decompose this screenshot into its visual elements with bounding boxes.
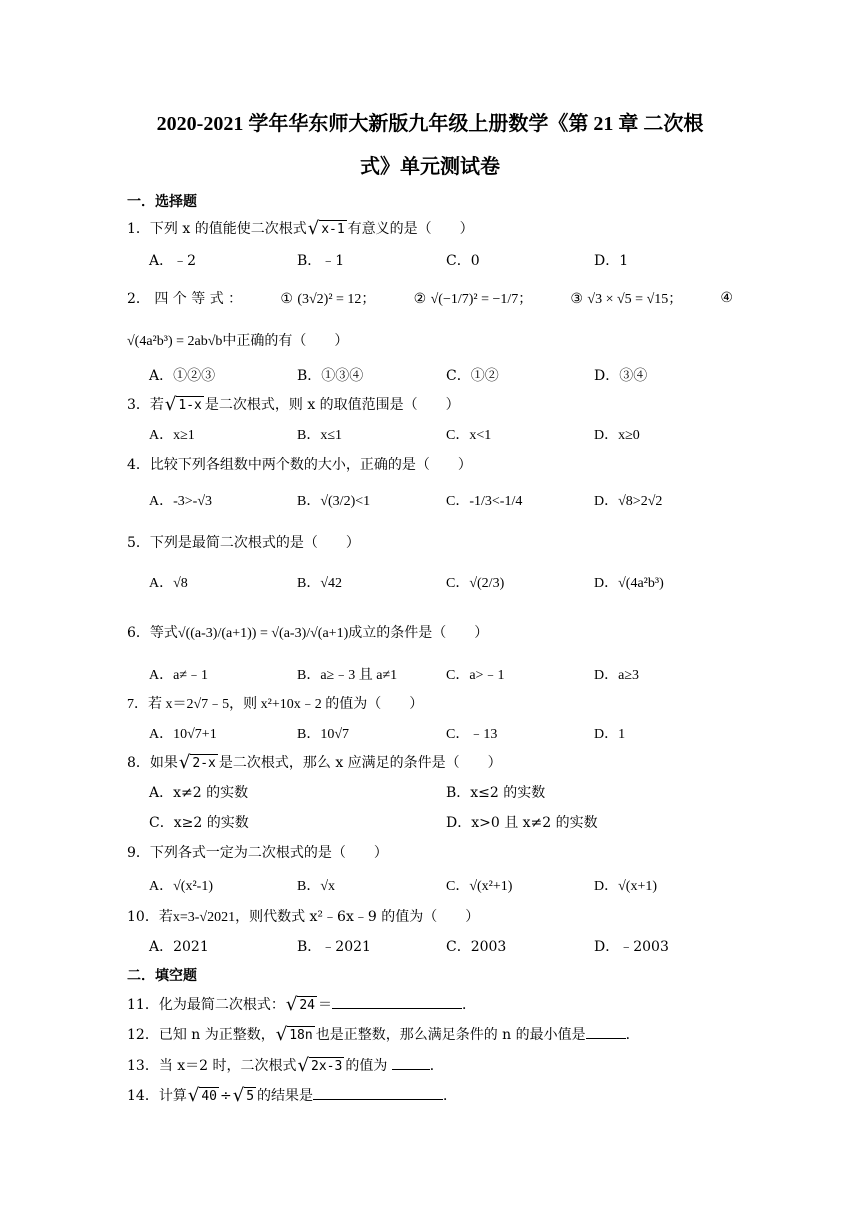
equation-4-marker: ④	[720, 290, 733, 306]
radical: √ 1-x	[164, 393, 202, 415]
q2-option-a: A．①②③	[149, 368, 216, 384]
radical: √ 5	[232, 1084, 255, 1106]
q5-option-c: C．√(2/3)	[446, 576, 505, 591]
q4-option-c: C．-1/3<-1/4	[446, 494, 523, 509]
q9-option-b: B．√x	[297, 879, 336, 894]
q3-option-c: C．x<1	[446, 428, 492, 443]
q2-option-c: C．①②	[446, 368, 499, 384]
question-2-cont: √(4a²b³) = 2ab√b中正确的有（ ）	[127, 333, 349, 349]
q10-option-b: B．﹣2021	[297, 939, 371, 955]
radical: √ 24	[285, 993, 315, 1015]
q7-option-a: A．10√7+1	[149, 727, 217, 742]
equation-4: √(4a²b³) = 2ab√b	[127, 334, 223, 349]
q6-option-a: A．a≠﹣1	[149, 668, 209, 683]
q10-option-a: A．2021	[149, 939, 209, 955]
question-10: 10．若x=3-√2021，则代数式 x²﹣6x﹣9 的值为（ ）	[127, 909, 480, 925]
answer-blank[interactable]	[392, 1055, 430, 1070]
q4-option-d: D．√8>2√2	[594, 494, 663, 509]
radical: √ 2-x	[178, 751, 216, 773]
q1-option-b: B．﹣1	[297, 253, 345, 269]
q3-option-a: A．x≥1	[149, 428, 195, 443]
q10-option-c: C．2003	[446, 939, 507, 955]
q3-option-d: D．x≥0	[594, 428, 640, 443]
q4-option-b: B．√(3/2)<1	[297, 494, 371, 509]
equation: x=3-√2021	[172, 910, 236, 925]
q7-option-c: C．﹣13	[446, 727, 498, 742]
q7-option-d: D．1	[594, 727, 626, 742]
q4-option-a: A．-3>-√3	[149, 494, 213, 509]
question-2: 2． 四 个 等 式 ： ① (3√2)² = 12； ② √(−1/7)² = −1/7； ③ √3 × √5 = √15； ④	[127, 290, 733, 307]
section-heading-choice: 一．选择题	[127, 194, 197, 210]
q9-option-d: D．√(x+1)	[594, 879, 658, 894]
q2-option-d: D．③④	[594, 368, 648, 384]
equation: √((a-3)/(a+1)) = √(a-3)/√(a+1)	[177, 626, 349, 641]
q7-option-b: B．10√7	[297, 727, 350, 742]
q10-option-d: D．﹣2003	[594, 939, 669, 955]
page-title-line1: 2020-2021 学年华东师大新版九年级上册数学《第 21 章 二次根	[156, 113, 704, 135]
section-heading-fill: 二．填空题	[127, 968, 197, 984]
question-7: 7．若 x＝2√7﹣5，则 x²+10x﹣2 的值为（ ）	[127, 697, 424, 712]
answer-blank[interactable]	[332, 994, 462, 1009]
question-1: 1．下列 x 的值能使二次根式 √ x-1 有意义的是（ ）	[127, 217, 474, 239]
radical: √ 40	[187, 1084, 217, 1106]
question-6: 6．等式√((a-3)/(a+1)) = √(a-3)/√(a+1)成立的条件是（ ）	[127, 625, 489, 641]
question-11: 11．化为最简二次根式： √ 24 ＝ ．	[127, 993, 476, 1015]
q8-option-a: A．x≠2 的实数	[149, 785, 249, 801]
q8-option-d: D．x>0 且 x≠2 的实数	[446, 815, 598, 831]
q1-option-a: A．﹣2	[149, 253, 197, 269]
question-8: 8．如果 √ 2-x 是二次根式，那么 x 应满足的条件是（ ）	[127, 751, 502, 773]
answer-blank[interactable]	[586, 1024, 626, 1039]
question-14: 14．计算 √ 40 ÷ √ 5 的结果是 ．	[127, 1084, 458, 1106]
q6-option-d: D．a≥3	[594, 668, 640, 683]
radical: √ 18n	[275, 1023, 313, 1045]
q5-option-b: B．√42	[297, 576, 343, 591]
q5-option-a: A．√8	[149, 576, 188, 591]
q8-option-b: B．x≤2 的实数	[446, 785, 546, 801]
q6-option-b: B．a≥﹣3 且 a≠1	[297, 668, 398, 683]
answer-blank[interactable]	[313, 1085, 443, 1100]
question-13: 13．当 x＝2 时，二次根式 √ 2x-3 的值为 ．	[127, 1054, 444, 1076]
q1-option-c: C．0	[446, 253, 480, 269]
q2-option-b: B．①③④	[297, 368, 364, 384]
q3-option-b: B．x≤1	[297, 428, 343, 443]
q6-option-c: C．a>﹣1	[446, 668, 505, 683]
equation-3: ③ √3 × √5 = √15；	[570, 291, 683, 307]
q5-option-d: D．√(4a²b³)	[594, 576, 664, 591]
q1-option-d: D．1	[594, 253, 629, 269]
q9-option-a: A．√(x²-1)	[149, 879, 213, 894]
question-12: 12．已知 n 为正整数， √ 18n 也是正整数，那么满足条件的 n 的最小值是 ．	[127, 1023, 640, 1045]
question-4: 4．比较下列各组数中两个数的大小，正确的是（ ）	[127, 457, 472, 473]
equation-1: ① (3√2)² = 12；	[280, 291, 376, 307]
radical: √ x-1	[307, 217, 345, 239]
page-title-line2: 式》单元测试卷	[360, 156, 500, 178]
question-3: 3．若 √ 1-x 是二次根式，则 x 的取值范围是（ ）	[127, 393, 460, 415]
q9-option-c: C．√(x²+1)	[446, 879, 513, 894]
question-5: 5．下列是最简二次根式的是（ ）	[127, 535, 360, 551]
q8-option-c: C．x≥2 的实数	[149, 815, 249, 831]
equation-2: ② √(−1/7)² = −1/7；	[413, 291, 533, 307]
radical: √ 2x-3	[297, 1054, 343, 1076]
question-9: 9．下列各式一定为二次根式的是（ ）	[127, 845, 388, 861]
